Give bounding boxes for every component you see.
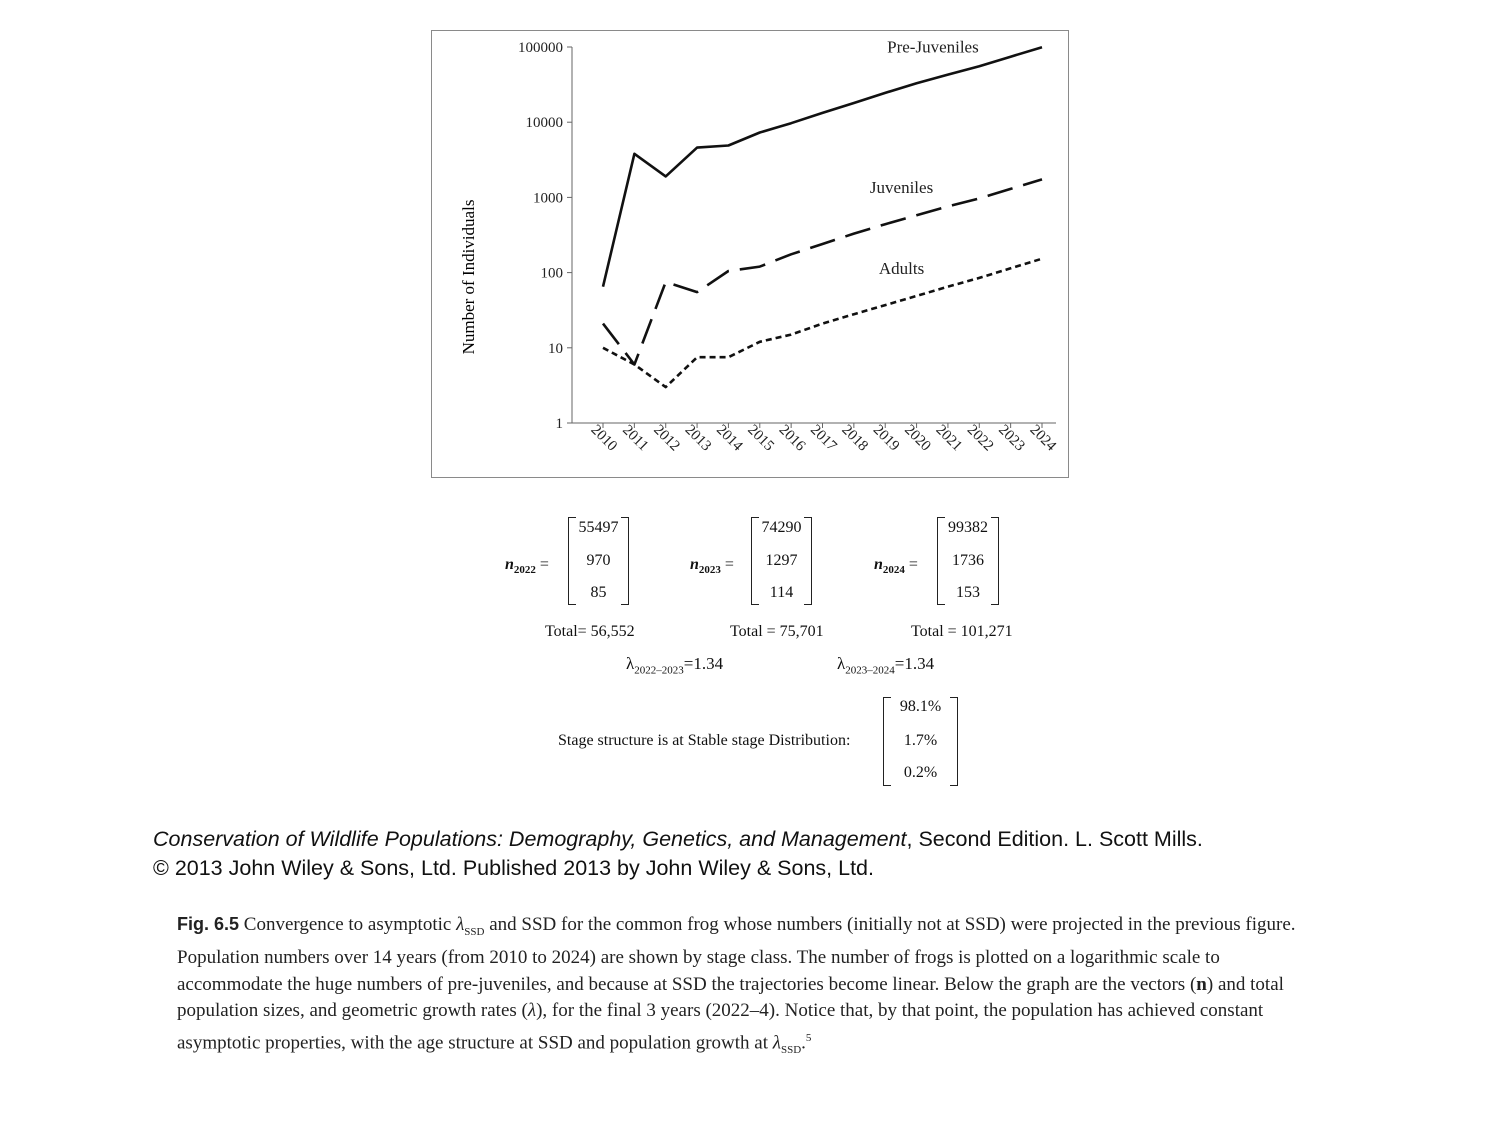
- chart-frame: [431, 30, 1069, 478]
- lambda-2023-2024: $\lambda_{2023-2024}=1.34$: [837, 654, 935, 677]
- series-line-juveniles: [603, 179, 1042, 364]
- vector-cell: 970: [586, 552, 611, 569]
- y-tick-label: 100000: [518, 40, 563, 56]
- x-tick-label: 2021: [932, 421, 966, 455]
- x-tick-label: 2020: [901, 421, 934, 455]
- figure-caption: Fig. 6.5 Convergence to asymptotic $\lambda_{SSD}$ and SSD for the common frog whose numbers (initially not at SSD) were projected in the previous figure. Population numbers over 14 years (from 2010 to 2024) are shown by stage class. The number of frogs is plotted on a logarithmic scale to accommodate the huge numbers of pre-juveniles, and because at SSD the trajectories become linear. Below the graph are the vectors (n) and total population sizes, and geometric growth rates (λ), for the final 3 years (2022–4). Notice that, by that point, the population has achieved constant asymptotic properties, with the age structure at SSD and population growth at $\lambda_{SSD}.^5$: [177, 914, 1296, 1056]
- vector-cell: 55497: [578, 519, 619, 536]
- vector-cell: 85: [590, 584, 607, 601]
- y-tick-label: 1000: [533, 190, 563, 207]
- ssd-cell: 98.1%: [899, 698, 942, 715]
- series-label-pre-juveniles: Pre-Juveniles: [887, 37, 979, 57]
- x-tick-label: 2019: [869, 421, 903, 455]
- vector-label-2022: $n_{2022}$ =: [505, 556, 549, 577]
- y-tick-label: 1: [555, 416, 563, 432]
- ssd-label: Stage structure is at Stable stage Distribution:: [558, 732, 851, 749]
- vector-label-2023: $n_{2023}$ =: [690, 556, 734, 577]
- total-2022: Total= 56,552: [545, 623, 635, 640]
- vector-cell: 99382: [948, 519, 988, 536]
- x-tick-label: 2016: [775, 421, 809, 455]
- x-tick-label: 2022: [963, 421, 997, 455]
- vector-cell: 114: [769, 584, 794, 601]
- series-line-adults: [603, 259, 1042, 387]
- vector-2022: [568, 517, 629, 605]
- copyright-credit: Conservation of Wildlife Populations: Demography, Genetics, and Management, Second Edition. L. Scott Mills. © 2013 John Wiley & Sons, Ltd. Published 2013 by John Wiley & Sons, Ltd.: [153, 827, 1203, 880]
- total-2023: Total = 75,701: [730, 623, 824, 640]
- series-label-adults: Adults: [878, 258, 925, 278]
- vector-cell: 1297: [765, 552, 798, 569]
- vector-cell: 74290: [761, 519, 802, 536]
- x-tick-label: 2012: [650, 421, 683, 455]
- lambda-2022-2023: $\lambda_{2022-2023}=1.34$: [626, 654, 724, 677]
- line-chart: [432, 31, 1068, 477]
- ssd-cell: 0.2%: [903, 764, 938, 781]
- x-tick-label: 2018: [838, 421, 871, 455]
- axes: [518, 37, 1060, 455]
- book-title: Conservation of Wildlife Populations: Demography, Genetics, and Management: [153, 827, 907, 851]
- x-tick-label: 2010: [587, 421, 621, 455]
- y-tick-label: 10000: [525, 115, 563, 132]
- x-tick-label: 2014: [712, 421, 746, 455]
- series-label-juveniles: Juveniles: [869, 178, 934, 198]
- x-tick-label: 2023: [995, 421, 1028, 455]
- x-tick-label: 2024: [1026, 421, 1060, 455]
- x-tick-label: 2013: [681, 421, 715, 455]
- x-tick-label: 2017: [807, 421, 840, 455]
- y-axis-label: Number of Individuals: [459, 199, 478, 355]
- total-2024: Total = 101,271: [911, 623, 1013, 640]
- vector-2023: [751, 517, 812, 605]
- vector-cell: 1736: [952, 552, 984, 569]
- vector-label-2024: $n_{2024}$ =: [874, 556, 918, 577]
- y-tick-label: 10: [548, 340, 563, 357]
- ssd-cell: 1.7%: [903, 732, 938, 749]
- series-layer: [603, 47, 1042, 387]
- figure-label: Fig. 6.5: [177, 914, 240, 934]
- x-tick-label: 2015: [744, 421, 777, 455]
- vector-2024: [937, 517, 999, 605]
- vector-cell: 153: [956, 584, 980, 601]
- series-line-pre-juveniles: [603, 47, 1042, 287]
- series-labels: [870, 38, 979, 278]
- ssd-vector: [883, 697, 958, 786]
- y-tick-label: 100: [540, 265, 563, 282]
- x-tick-label: 2011: [619, 422, 652, 455]
